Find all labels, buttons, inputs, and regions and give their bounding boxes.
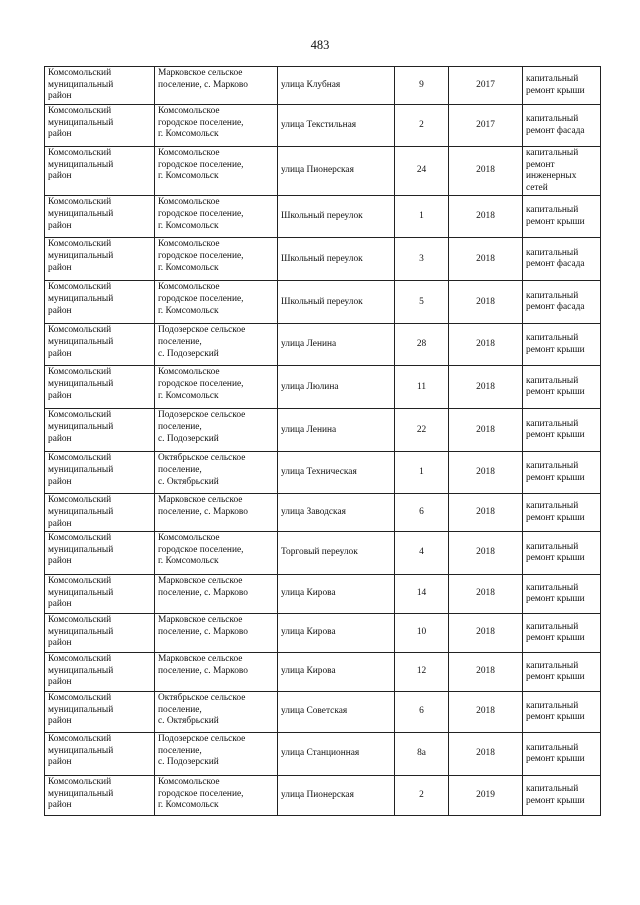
year-cell: 2018 [449, 324, 523, 366]
year-cell: 2018 [449, 452, 523, 494]
table-row [45, 366, 601, 409]
table-row [45, 575, 601, 614]
year-cell: 2018 [449, 494, 523, 532]
house-number-cell: 2 [395, 105, 449, 147]
work-type-cell: капитальный ремонт фасада [523, 105, 601, 147]
work-type-cell: капитальный ремонт крыши [523, 532, 601, 575]
district-cell: Комсомольский муниципальный район [45, 281, 155, 324]
district-cell: Комсомольский муниципальный район [45, 67, 155, 105]
district-cell: Комсомольский муниципальный район [45, 147, 155, 196]
year-cell: 2017 [449, 67, 523, 105]
settlement-cell: Марковское сельское поселение, с. Марково [155, 653, 278, 692]
table-row [45, 147, 601, 196]
district-cell: Комсомольский муниципальный район [45, 105, 155, 147]
street-cell: Школьный переулок [278, 196, 395, 238]
house-number-cell: 4 [395, 532, 449, 575]
settlement-cell: Комсомольское городское поселение, г. Комсомольск [155, 147, 278, 196]
year-cell: 2018 [449, 692, 523, 733]
settlement-cell: Подозерское сельское поселение, с. Подозерский [155, 733, 278, 776]
house-number-cell: 10 [395, 614, 449, 653]
street-cell: улица Текстильная [278, 105, 395, 147]
district-cell: Комсомольский муниципальный район [45, 692, 155, 733]
settlement-cell: Октябрьское сельское поселение, с. Октябрьский [155, 452, 278, 494]
page-number: 483 [310, 38, 330, 52]
work-type-cell: капитальный ремонт крыши [523, 614, 601, 653]
year-cell: 2018 [449, 238, 523, 281]
district-cell: Комсомольский муниципальный район [45, 532, 155, 575]
year-cell: 2018 [449, 281, 523, 324]
house-number-cell: 12 [395, 653, 449, 692]
district-cell: Комсомольский муниципальный район [45, 733, 155, 776]
table-row [45, 614, 601, 653]
house-number-cell: 22 [395, 409, 449, 452]
house-number-cell: 14 [395, 575, 449, 614]
work-type-cell: капитальный ремонт крыши [523, 324, 601, 366]
year-cell: 2019 [449, 776, 523, 816]
district-cell: Комсомольский муниципальный район [45, 776, 155, 816]
district-cell: Комсомольский муниципальный район [45, 575, 155, 614]
house-number-cell: 28 [395, 324, 449, 366]
settlement-cell: Комсомольское городское поселение, г. Комсомольск [155, 776, 278, 816]
work-type-cell: капитальный ремонт крыши [523, 653, 601, 692]
table-row [45, 409, 601, 452]
street-cell: улица Советская [278, 692, 395, 733]
year-cell: 2018 [449, 147, 523, 196]
street-cell: Торговый переулок [278, 532, 395, 575]
settlement-cell: Комсомольское городское поселение, г. Комсомольск [155, 532, 278, 575]
district-cell: Комсомольский муниципальный район [45, 196, 155, 238]
table-row [45, 776, 601, 816]
street-cell: улица Кирова [278, 653, 395, 692]
settlement-cell: Октябрьское сельское поселение, с. Октябрьский [155, 692, 278, 733]
year-cell: 2018 [449, 653, 523, 692]
street-cell: улица Ленина [278, 409, 395, 452]
year-cell: 2018 [449, 366, 523, 409]
settlement-cell: Марковское сельское поселение, с. Марково [155, 614, 278, 653]
year-cell: 2018 [449, 614, 523, 653]
housing-repair-table [44, 66, 601, 816]
year-cell: 2018 [449, 532, 523, 575]
table-row [45, 452, 601, 494]
table-row [45, 653, 601, 692]
district-cell: Комсомольский муниципальный район [45, 409, 155, 452]
settlement-cell: Марковское сельское поселение, с. Марково [155, 494, 278, 532]
work-type-cell: капитальный ремонт крыши [523, 692, 601, 733]
work-type-cell: капитальный ремонт крыши [523, 196, 601, 238]
work-type-cell: капитальный ремонт фасада [523, 281, 601, 324]
house-number-cell: 11 [395, 366, 449, 409]
house-number-cell: 3 [395, 238, 449, 281]
year-cell: 2018 [449, 196, 523, 238]
table-row [45, 238, 601, 281]
street-cell: улица Пионерская [278, 147, 395, 196]
street-cell: улица Кирова [278, 575, 395, 614]
work-type-cell: капитальный ремонт крыши [523, 409, 601, 452]
work-type-cell: капитальный ремонт крыши [523, 575, 601, 614]
year-cell: 2017 [449, 105, 523, 147]
street-cell: улица Заводская [278, 494, 395, 532]
district-cell: Комсомольский муниципальный район [45, 324, 155, 366]
table-row [45, 494, 601, 532]
house-number-cell: 24 [395, 147, 449, 196]
work-type-cell: капитальный ремонт крыши [523, 733, 601, 776]
district-cell: Комсомольский муниципальный район [45, 452, 155, 494]
street-cell: улица Пионерская [278, 776, 395, 816]
settlement-cell: Марковское сельское поселение, с. Марково [155, 67, 278, 105]
work-type-cell: капитальный ремонт крыши [523, 67, 601, 105]
table-row [45, 67, 601, 105]
work-type-cell: капитальный ремонт фасада [523, 238, 601, 281]
table-body [45, 67, 601, 816]
table-row [45, 196, 601, 238]
street-cell: улица Техническая [278, 452, 395, 494]
street-cell: Школьный переулок [278, 238, 395, 281]
house-number-cell: 5 [395, 281, 449, 324]
district-cell: Комсомольский муниципальный район [45, 238, 155, 281]
table-row [45, 733, 601, 776]
table-row [45, 692, 601, 733]
house-number-cell: 8а [395, 733, 449, 776]
district-cell: Комсомольский муниципальный район [45, 366, 155, 409]
settlement-cell: Комсомольское городское поселение, г. Комсомольск [155, 196, 278, 238]
district-cell: Комсомольский муниципальный район [45, 614, 155, 653]
table-row [45, 324, 601, 366]
settlement-cell: Подозерское сельское поселение, с. Подозерский [155, 409, 278, 452]
year-cell: 2018 [449, 409, 523, 452]
work-type-cell: капитальный ремонт крыши [523, 494, 601, 532]
settlement-cell: Комсомольское городское поселение, г. Комсомольск [155, 366, 278, 409]
work-type-cell: капитальный ремонт крыши [523, 776, 601, 816]
table-row [45, 105, 601, 147]
settlement-cell: Комсомольское городское поселение, г. Комсомольск [155, 238, 278, 281]
street-cell: Школьный переулок [278, 281, 395, 324]
street-cell: улица Ленина [278, 324, 395, 366]
settlement-cell: Комсомольское городское поселение, г. Комсомольск [155, 105, 278, 147]
work-type-cell: капитальный ремонт крыши [523, 366, 601, 409]
work-type-cell: капитальный ремонт инженерных сетей [523, 147, 601, 196]
street-cell: улица Клубная [278, 67, 395, 105]
house-number-cell: 1 [395, 196, 449, 238]
settlement-cell: Комсомольское городское поселение, г. Комсомольск [155, 281, 278, 324]
street-cell: улица Станционная [278, 733, 395, 776]
table-row [45, 281, 601, 324]
house-number-cell: 2 [395, 776, 449, 816]
district-cell: Комсомольский муниципальный район [45, 653, 155, 692]
house-number-cell: 6 [395, 692, 449, 733]
house-number-cell: 1 [395, 452, 449, 494]
district-cell: Комсомольский муниципальный район [45, 494, 155, 532]
year-cell: 2018 [449, 733, 523, 776]
street-cell: улица Кирова [278, 614, 395, 653]
year-cell: 2018 [449, 575, 523, 614]
settlement-cell: Марковское сельское поселение, с. Марково [155, 575, 278, 614]
work-type-cell: капитальный ремонт крыши [523, 452, 601, 494]
table-row [45, 532, 601, 575]
house-number-cell: 6 [395, 494, 449, 532]
house-number-cell: 9 [395, 67, 449, 105]
street-cell: улица Люлина [278, 366, 395, 409]
settlement-cell: Подозерское сельское поселение, с. Подозерский [155, 324, 278, 366]
